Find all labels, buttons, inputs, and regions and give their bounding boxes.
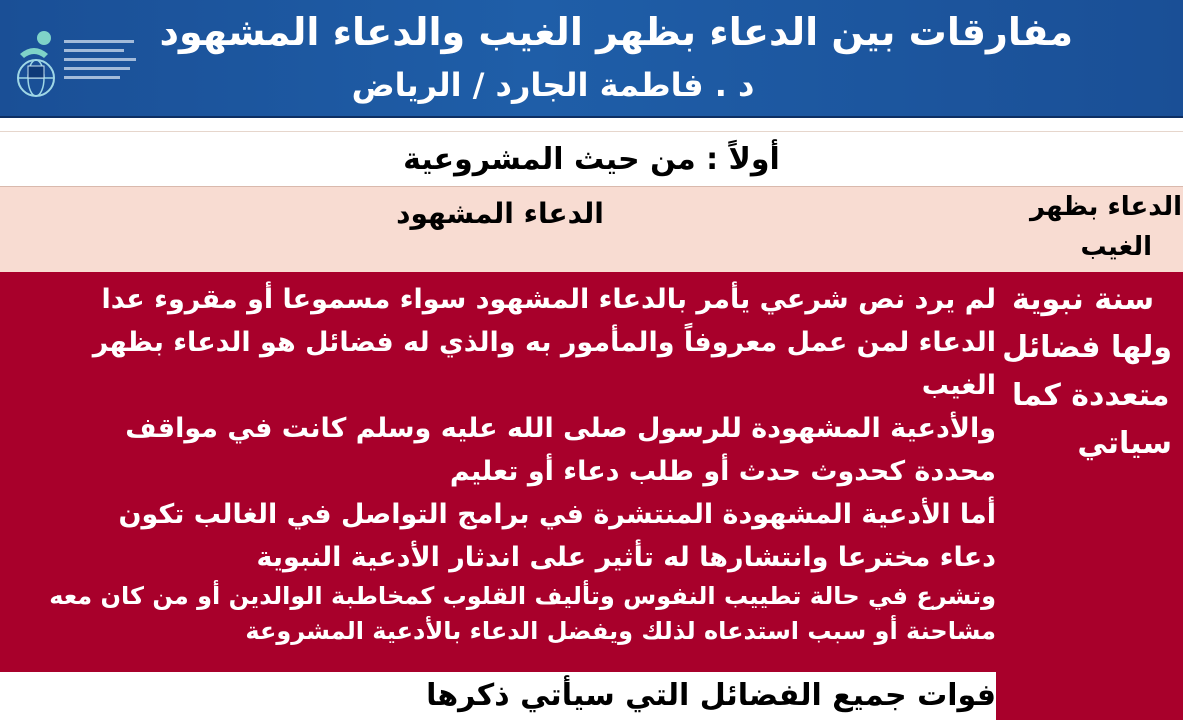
text-line: أما الأدعية المشهودة المنتشرة في برامج التواصل في الغالب تكون <box>118 499 996 530</box>
footer-text: فوات جميع الفضائل التي سيأتي ذكرها <box>0 672 996 720</box>
column-header-unseen-line-2: الغيب <box>1080 232 1152 262</box>
text-line: متعددة كما <box>1012 378 1170 413</box>
column-header-unseen-prayer <box>1000 187 1183 267</box>
footer-side-cell <box>996 672 1183 720</box>
text-line: الغيب <box>921 370 996 401</box>
text-line: محددة كحدوث حدث أو طلب دعاء أو تعليم <box>449 456 996 487</box>
logo-icon <box>14 28 60 100</box>
text-line: والأدعية المشهودة للرسول صلى الله عليه وسلم كانت في مواقف <box>125 413 996 444</box>
text-line: ولها فضائل <box>1002 330 1172 365</box>
text-line: وتشرع في حالة تطييب النفوس وتأليف القلوب كمخاطبة الوالدين أو من كان معه <box>49 582 996 610</box>
logo-caption <box>64 40 144 85</box>
table-footer-row <box>0 672 1183 720</box>
section-row <box>0 131 1183 187</box>
text-line: سياتي <box>1077 426 1172 461</box>
table-body-row <box>0 272 1183 672</box>
text-line: دعاء مخترعا وانتشارها له تأثير على اندثار الأدعية النبوية <box>256 542 996 573</box>
page-title: مفارقات بين الدعاء بظهر الغيب والدعاء المشهود <box>159 10 1073 54</box>
banner-divider <box>0 116 1183 118</box>
table-header-row <box>0 186 1183 273</box>
text-line: الدعاء لمن عمل معروفاً والمأمور به والذي له فضائل هو الدعاء بظهر <box>92 327 996 358</box>
column-header-witnessed-prayer: الدعاء المشهود <box>396 197 604 230</box>
column-header-unseen-line-1: الدعاء بظهر <box>1030 192 1182 222</box>
logo <box>6 8 146 112</box>
witnessed-prayer-cell <box>8 278 996 649</box>
text-line: مشاحنة أو سبب استدعاه لذلك ويفضل الدعاء بالأدعية المشروعة <box>245 617 996 645</box>
unseen-prayer-cell <box>1002 276 1172 656</box>
author-line: د . فاطمة الجارد / الرياض <box>351 66 755 104</box>
text-line: سنة نبوية <box>1012 282 1155 317</box>
section-heading: أولاً : من حيث المشروعية <box>403 142 780 177</box>
text-line: لم يرد نص شرعي يأمر بالدعاء المشهود سواء مسموعا أو مقروء عدا <box>101 284 996 315</box>
title-banner <box>0 0 1183 118</box>
